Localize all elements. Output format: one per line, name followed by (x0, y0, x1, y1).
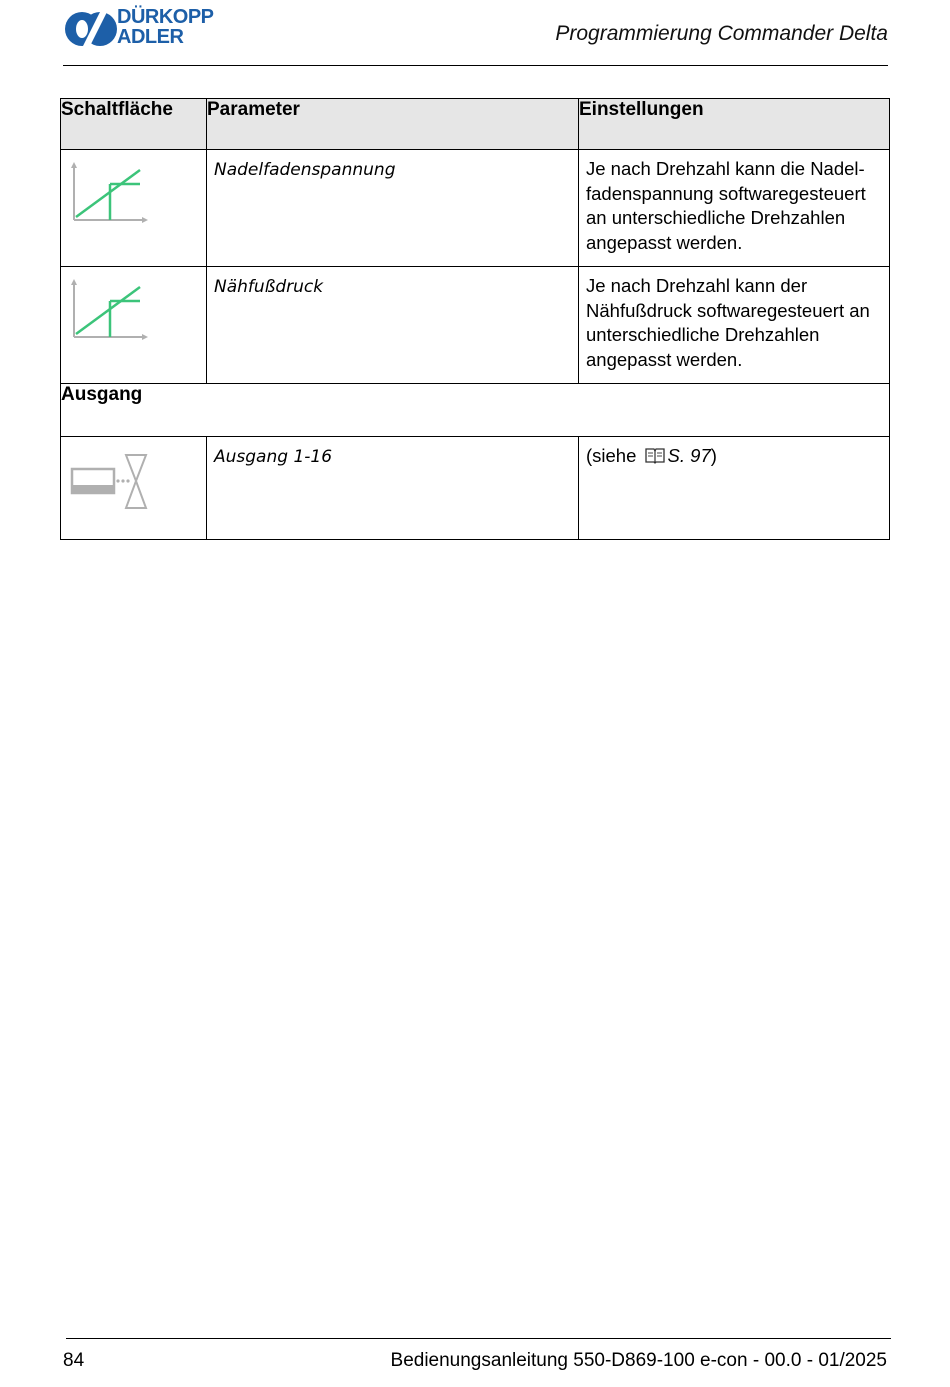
section-row (61, 384, 890, 437)
page-number: 84 (63, 1350, 85, 1371)
logo-mark-icon (63, 8, 119, 50)
parameter-description: Je nach Drehzahl kann die Nadel-fadenspannung softwaregesteuert an unterschiedliche Drehzahlen angepasst werden. (579, 150, 890, 267)
table-row (61, 267, 890, 384)
reference-prefix: (siehe (586, 445, 637, 466)
page-header-title: Programmierung Commander Delta (555, 22, 888, 45)
parameter-description: Je nach Drehzahl kann der Nähfußdruck softwaregesteuert an unterschiedliche Drehzahlen angepasst werden. (579, 267, 890, 384)
table-header-row (61, 99, 890, 150)
speed-curve-icon[interactable] (70, 162, 150, 224)
page-reference-link[interactable]: S. 97 (667, 445, 711, 466)
section-title: Ausgang (61, 384, 890, 437)
header-divider (63, 65, 888, 66)
parameter-description (579, 437, 890, 540)
column-header-settings: Einstellungen (579, 99, 890, 150)
parameter-name: Nadelfadenspannung (207, 150, 579, 267)
icon-cell (61, 150, 207, 267)
footer-divider (66, 1338, 891, 1339)
logo-text-line1: DÜRKOPP (117, 6, 214, 28)
output-valve-icon[interactable] (70, 453, 150, 511)
parameter-name: Nähfußdruck (207, 267, 579, 384)
book-icon (645, 447, 665, 464)
document-reference: Bedienungsanleitung 550-D869-100 e-con - 00.0 - 01/2025 (390, 1350, 887, 1371)
icon-cell (61, 437, 207, 540)
parameter-name: Ausgang 1-16 (207, 437, 579, 540)
table-row (61, 437, 890, 540)
column-header-parameter: Parameter (207, 99, 579, 150)
parameter-table (60, 98, 890, 540)
table-row (61, 150, 890, 267)
icon-cell (61, 267, 207, 384)
speed-curve-icon[interactable] (70, 279, 150, 341)
logo-text-line2: ADLER (117, 26, 184, 48)
column-header-button: Schaltfläche (61, 99, 207, 150)
reference-suffix: ) (710, 445, 717, 466)
